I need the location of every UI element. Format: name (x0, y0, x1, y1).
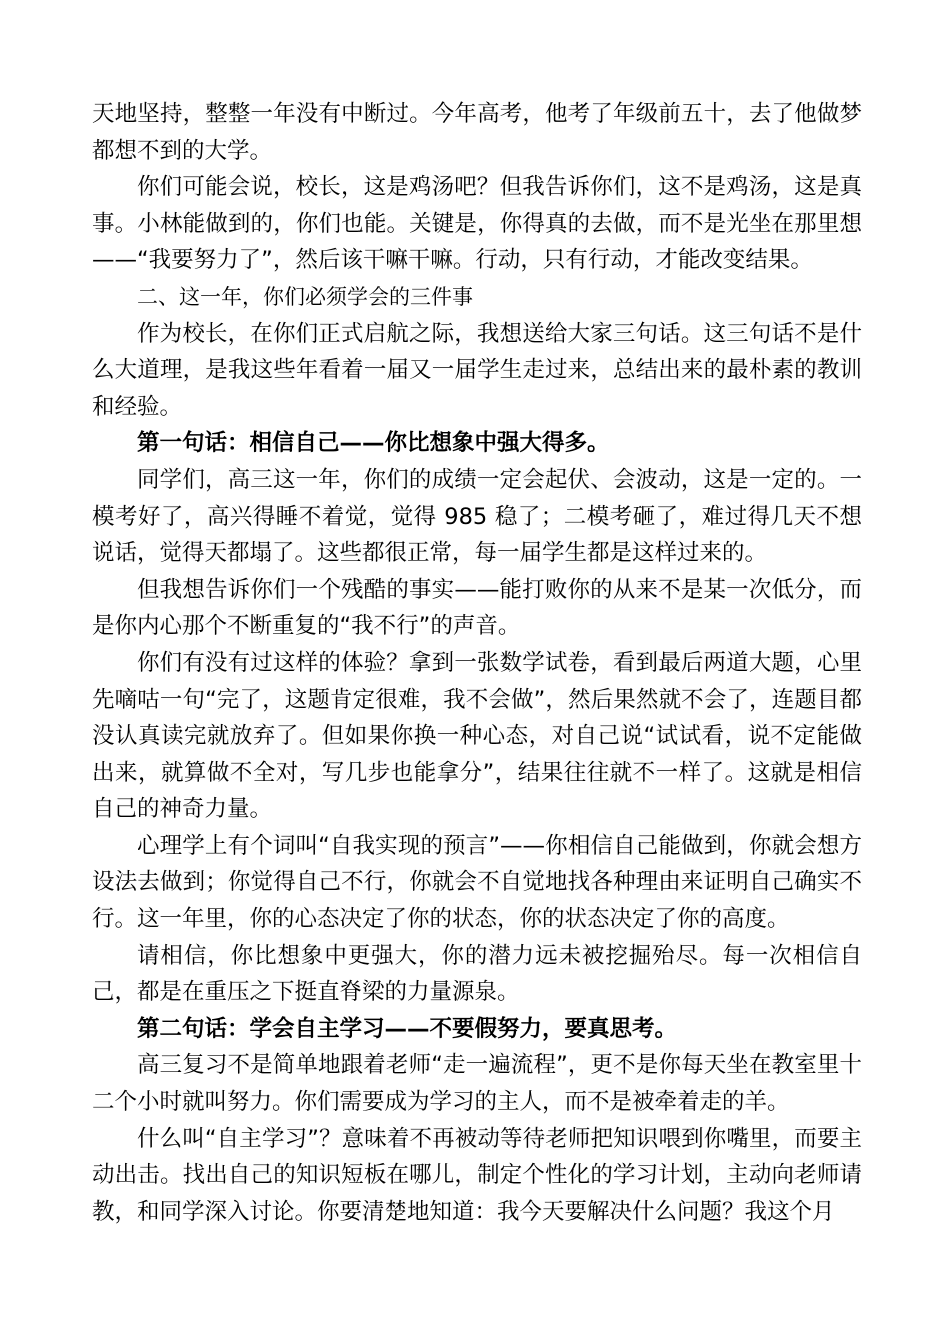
paragraph-continuation: 天地坚持，整整一年没有中断过。今年高考，他考了年级前五十，去了他做梦都想不到的大学。 (92, 101, 862, 164)
paragraph-review: 高三复习不是简单地跟着老师“走一遍流程”，更不是你每天坐在教室里十二个小时就叫努力。你们需要成为学习的主人，而不是被牵着走的羊。 (92, 1052, 862, 1116)
section-heading-three-things: 二、这一年，你们必须学会的三件事 (137, 284, 473, 309)
paragraph-cruel-fact: 但我想告诉你们一个残酷的事实——能打败你的从来不是某一次低分，而是你内心那个不断重复的“我不行”的声音。 (92, 576, 862, 640)
heading-second-sentence: 第二句话：学会自主学习——不要假努力，要真思考。 (137, 1015, 678, 1042)
paragraph-score-fluctuation: 同学们，高三这一年，你们的成绩一定会起伏、会波动，这是一定的。一模考好了，高兴得睡不着觉，觉得 985 稳了；二模考砸了，难过得几天不想说话，觉得天都塌了。这些都很正常，每一届学生都是这样过来的。 (92, 466, 862, 567)
paragraph-believe: 请相信，你比想象中更强大，你的潜力远未被挖掘殆尽。每一次相信自己，都是在重压之下挺直脊梁的力量源泉。 (92, 942, 862, 1006)
paragraph-three-sentences-intro: 作为校长，在你们正式启航之际，我想送给大家三句话。这三句话不是什么大道理，是我这些年看着一届又一届学生走过来，总结出来的最朴素的教训和经验。 (92, 320, 862, 420)
heading-first-sentence: 第一句话：相信自己——你比想象中强大得多。 (137, 430, 610, 457)
document-page (92, 96, 862, 1230)
paragraph-math-exam: 你们有没有过这样的体验？拿到一张数学试卷，看到最后两道大题，心里先嘀咕一句“完了，这题肯定很难，我不会做”，然后果然就不会了，连题目都没认真读完就放弃了。但如果你换一种心态，对自己说“试试看，说不定能做出来，就算做不全对，写几步也能拿分”，结果往往就不一样了。这就是相信自己的神奇力量。 (92, 649, 862, 823)
paragraph-autonomous-learning: 什么叫“自主学习”？意味着不再被动等待老师把知识喂到你嘴里，而要主动出击。找出自己的知识短板在哪儿，制定个性化的学习计划，主动向老师请教，和同学深入讨论。你要清楚地知道：我今天要解决什么问题？我这个月 (92, 1125, 862, 1225)
paragraph-chicken-soup: 你们可能会说，校长，这是鸡汤吧？但我告诉你们，这不是鸡汤，这是真事。小林能做到的，你们也能。关键是，你得真的去做，而不是光坐在那里想——“我要努力了”，然后该干嘛干嘛。行动，只有行动，才能改变结果。 (92, 174, 862, 274)
paragraph-self-fulfilling: 心理学上有个词叫“自我实现的预言”——你相信自己能做到，你就会想方设法去做到；你觉得自己不行，你就会不自觉地找各种理由来证明自己确实不行。这一年里，你的心态决定了你的状态，你的状态决定了你的高度。 (92, 832, 862, 933)
